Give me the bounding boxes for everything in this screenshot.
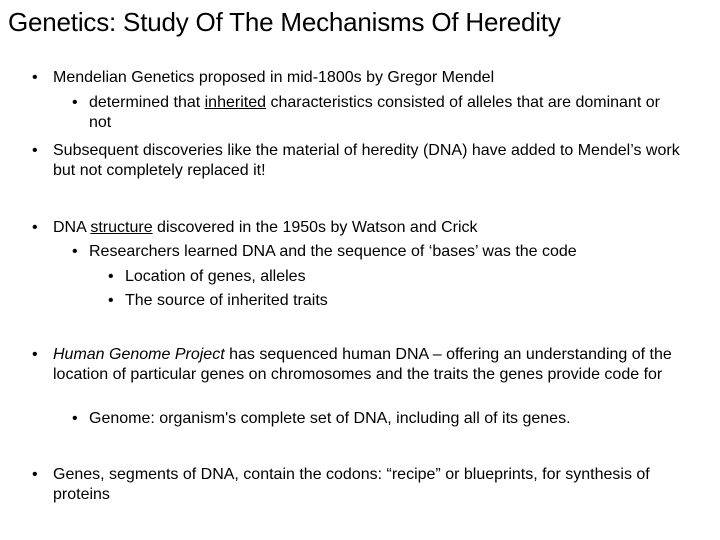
bullet-marker: • [72,94,78,111]
text-run: DNA [53,219,91,236]
bullet-item-genes-codons [32,465,682,505]
bullet-item-dna-structure [32,218,682,238]
bullet-item-human-genome-project [32,345,682,385]
bullet-text: The source of inherited traits [125,292,328,309]
bullet-text: Subsequent discoveries like the material of heredity (DNA) have added to Mendel’s work but not completely replaced it! [53,142,680,179]
bullet-item-subsequent-discoveries [32,141,682,181]
bullet-marker: • [32,69,38,86]
italic-term-human-genome-project: Human Genome Project [53,346,225,363]
text-run: has sequenced human DNA – offering an understanding of the location of particular genes on chromosomes and the traits the genes provide code for [53,346,672,383]
bullet-item-genome-definition [72,409,682,429]
bullet-marker: • [32,219,38,236]
bullet-text: Genes, segments of DNA, contain the codons: “recipe” or blueprints, for synthesis of proteins [53,466,650,503]
bullet-text [53,345,682,385]
bullet-marker: • [108,292,114,309]
bullet-item-researchers-learned [72,242,682,262]
bullet-marker: • [32,346,38,363]
bullet-marker: • [72,243,78,260]
slide-title: Genetics: Study Of The Mechanisms Of Heredity [8,7,561,37]
bullet-marker: • [72,410,78,427]
bullet-text: Location of genes, alleles [125,268,306,285]
bullet-item-mendelian-genetics [32,68,682,88]
text-run: determined that [89,94,205,111]
text-run: characteristics consisted of alleles that are dominant or not [89,94,660,131]
text-run: discovered in the 1950s by Watson and Crick [152,219,478,236]
bullet-item-inherited-characteristics [72,93,682,133]
bullet-item-location-of-genes [108,267,682,287]
bullet-text: Genome: organism's complete set of DNA, including all of its genes. [89,410,571,427]
bullet-text: Researchers learned DNA and the sequence of ‘bases’ was the code [89,243,577,260]
bullet-marker: • [32,466,38,483]
bullet-item-source-of-traits [108,291,682,311]
bullet-text [53,218,682,238]
underlined-term-inherited: inherited [204,94,266,111]
bullet-marker: • [108,268,114,285]
bullet-text: Mendelian Genetics proposed in mid-1800s by Gregor Mendel [53,69,495,86]
bullet-text [89,93,682,133]
bullet-marker: • [32,142,38,159]
underlined-term-structure: structure [90,219,153,236]
